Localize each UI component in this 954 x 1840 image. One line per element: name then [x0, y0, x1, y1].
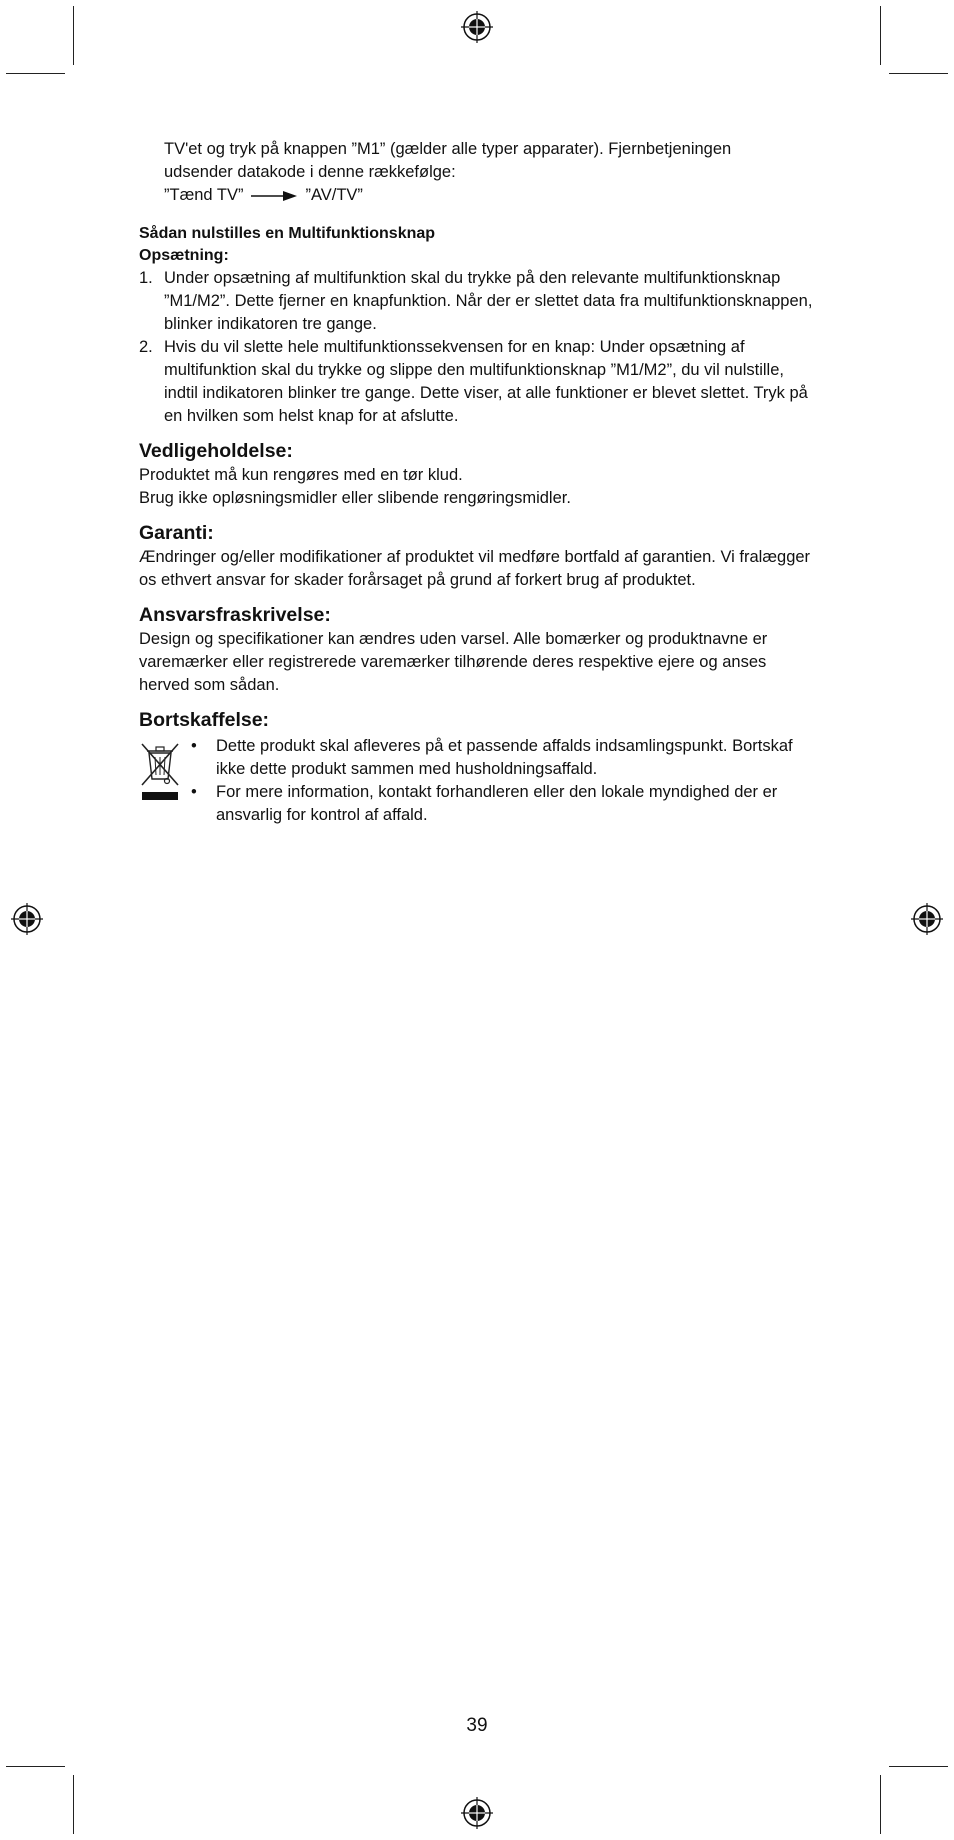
crop-mark: [880, 6, 881, 65]
registration-mark-icon: [910, 902, 944, 936]
intro-block: [139, 138, 819, 207]
crop-mark: [73, 6, 74, 65]
list-item: [139, 267, 819, 336]
warranty-heading: Garanti:: [139, 522, 214, 544]
sequence-to: ”AV/TV”: [305, 186, 363, 204]
sequence-from: ”Tænd TV”: [164, 186, 244, 204]
list-number: 1.: [139, 269, 153, 287]
list-text: Hvis du vil slette hele multifunktionssekvensen for en knap: Under opsætning af multifunktion skal du trykke og slippe den multifunktionsknap ”M1/M2”, du vil nulstille, indtil indikatoren blinker tre gange. Dette viser, at alle funktioner er blevet slettet. Tryk på en hvilken som helst knap for at afslutte.: [164, 338, 808, 425]
page-number: 39: [466, 1715, 488, 1736]
disclaimer-heading: Ansvarsfraskrivelse:: [139, 604, 331, 626]
maintenance-line-1: Produktet må kun rengøres med en tør klud.: [139, 466, 463, 484]
disposal-heading: Bortskaffelse:: [139, 709, 270, 731]
registration-mark-icon: [460, 10, 494, 44]
registration-mark-icon: [10, 902, 44, 936]
document-body: [139, 138, 819, 827]
crop-mark: [889, 73, 948, 74]
crop-mark: [6, 1766, 65, 1767]
registration-mark-icon: [460, 1796, 494, 1830]
crop-mark: [880, 1775, 881, 1834]
warranty-text: Ændringer og/eller modifikationer af produktet vil medføre bortfald af garantien. Vi fralægger os ethvert ansvar for skader forårsaget på grund af forkert brug af produktet.: [139, 548, 811, 589]
reset-steps-list: [139, 267, 819, 428]
reset-heading: Sådan nulstilles en Multifunktionsknap: [139, 225, 436, 242]
list-item: [191, 735, 819, 781]
list-text: Dette produkt skal afleveres på et passende affalds indsamlingspunkt. Bortskaf ikke dette produkt sammen med husholdningsaffald.: [216, 737, 793, 778]
crop-mark: [73, 1775, 74, 1834]
list-text: For mere information, kontakt forhandleren eller den lokale myndighed der er ansvarlig for kontrol af affald.: [216, 783, 778, 824]
disposal-bullets: [191, 735, 819, 827]
intro-line-2: udsender datakode i denne rækkefølge:: [164, 163, 456, 181]
crop-mark: [889, 1766, 948, 1767]
list-number: 2.: [139, 338, 153, 356]
setup-subheading: Opsætning:: [139, 247, 229, 264]
disclaimer-text: Design og specifikationer kan ændres uden varsel. Alle bomærker og produktnavne er varemærker eller registrerede varemærker tilhørende deres respektive ejere og anses herved som sådan.: [139, 630, 768, 694]
crop-mark: [6, 73, 65, 74]
weee-crossed-bin-icon: [139, 735, 191, 827]
intro-line-1: TV'et og tryk på knappen ”M1” (gælder alle typer apparater). Fjernbetjeningen: [164, 140, 732, 158]
disposal-block: [139, 735, 819, 827]
maintenance-heading: Vedligeholdelse:: [139, 440, 293, 462]
sequence-line: [164, 184, 819, 207]
arrow-right-icon: [251, 190, 297, 202]
list-item: [139, 336, 819, 428]
bullet-dot: •: [191, 783, 197, 801]
list-text: Under opsætning af multifunktion skal du trykke på den relevante multifunktionsknap ”M1/M2”. Dette fjerner en knapfunktion. Når der er slettet data fra multifunktionsknappen, blinker indikatoren tre gange.: [164, 269, 813, 333]
bullet-dot: •: [191, 737, 197, 755]
maintenance-line-2: Brug ikke opløsningsmidler eller slibende rengøringsmidler.: [139, 489, 571, 507]
list-item: [191, 781, 819, 827]
